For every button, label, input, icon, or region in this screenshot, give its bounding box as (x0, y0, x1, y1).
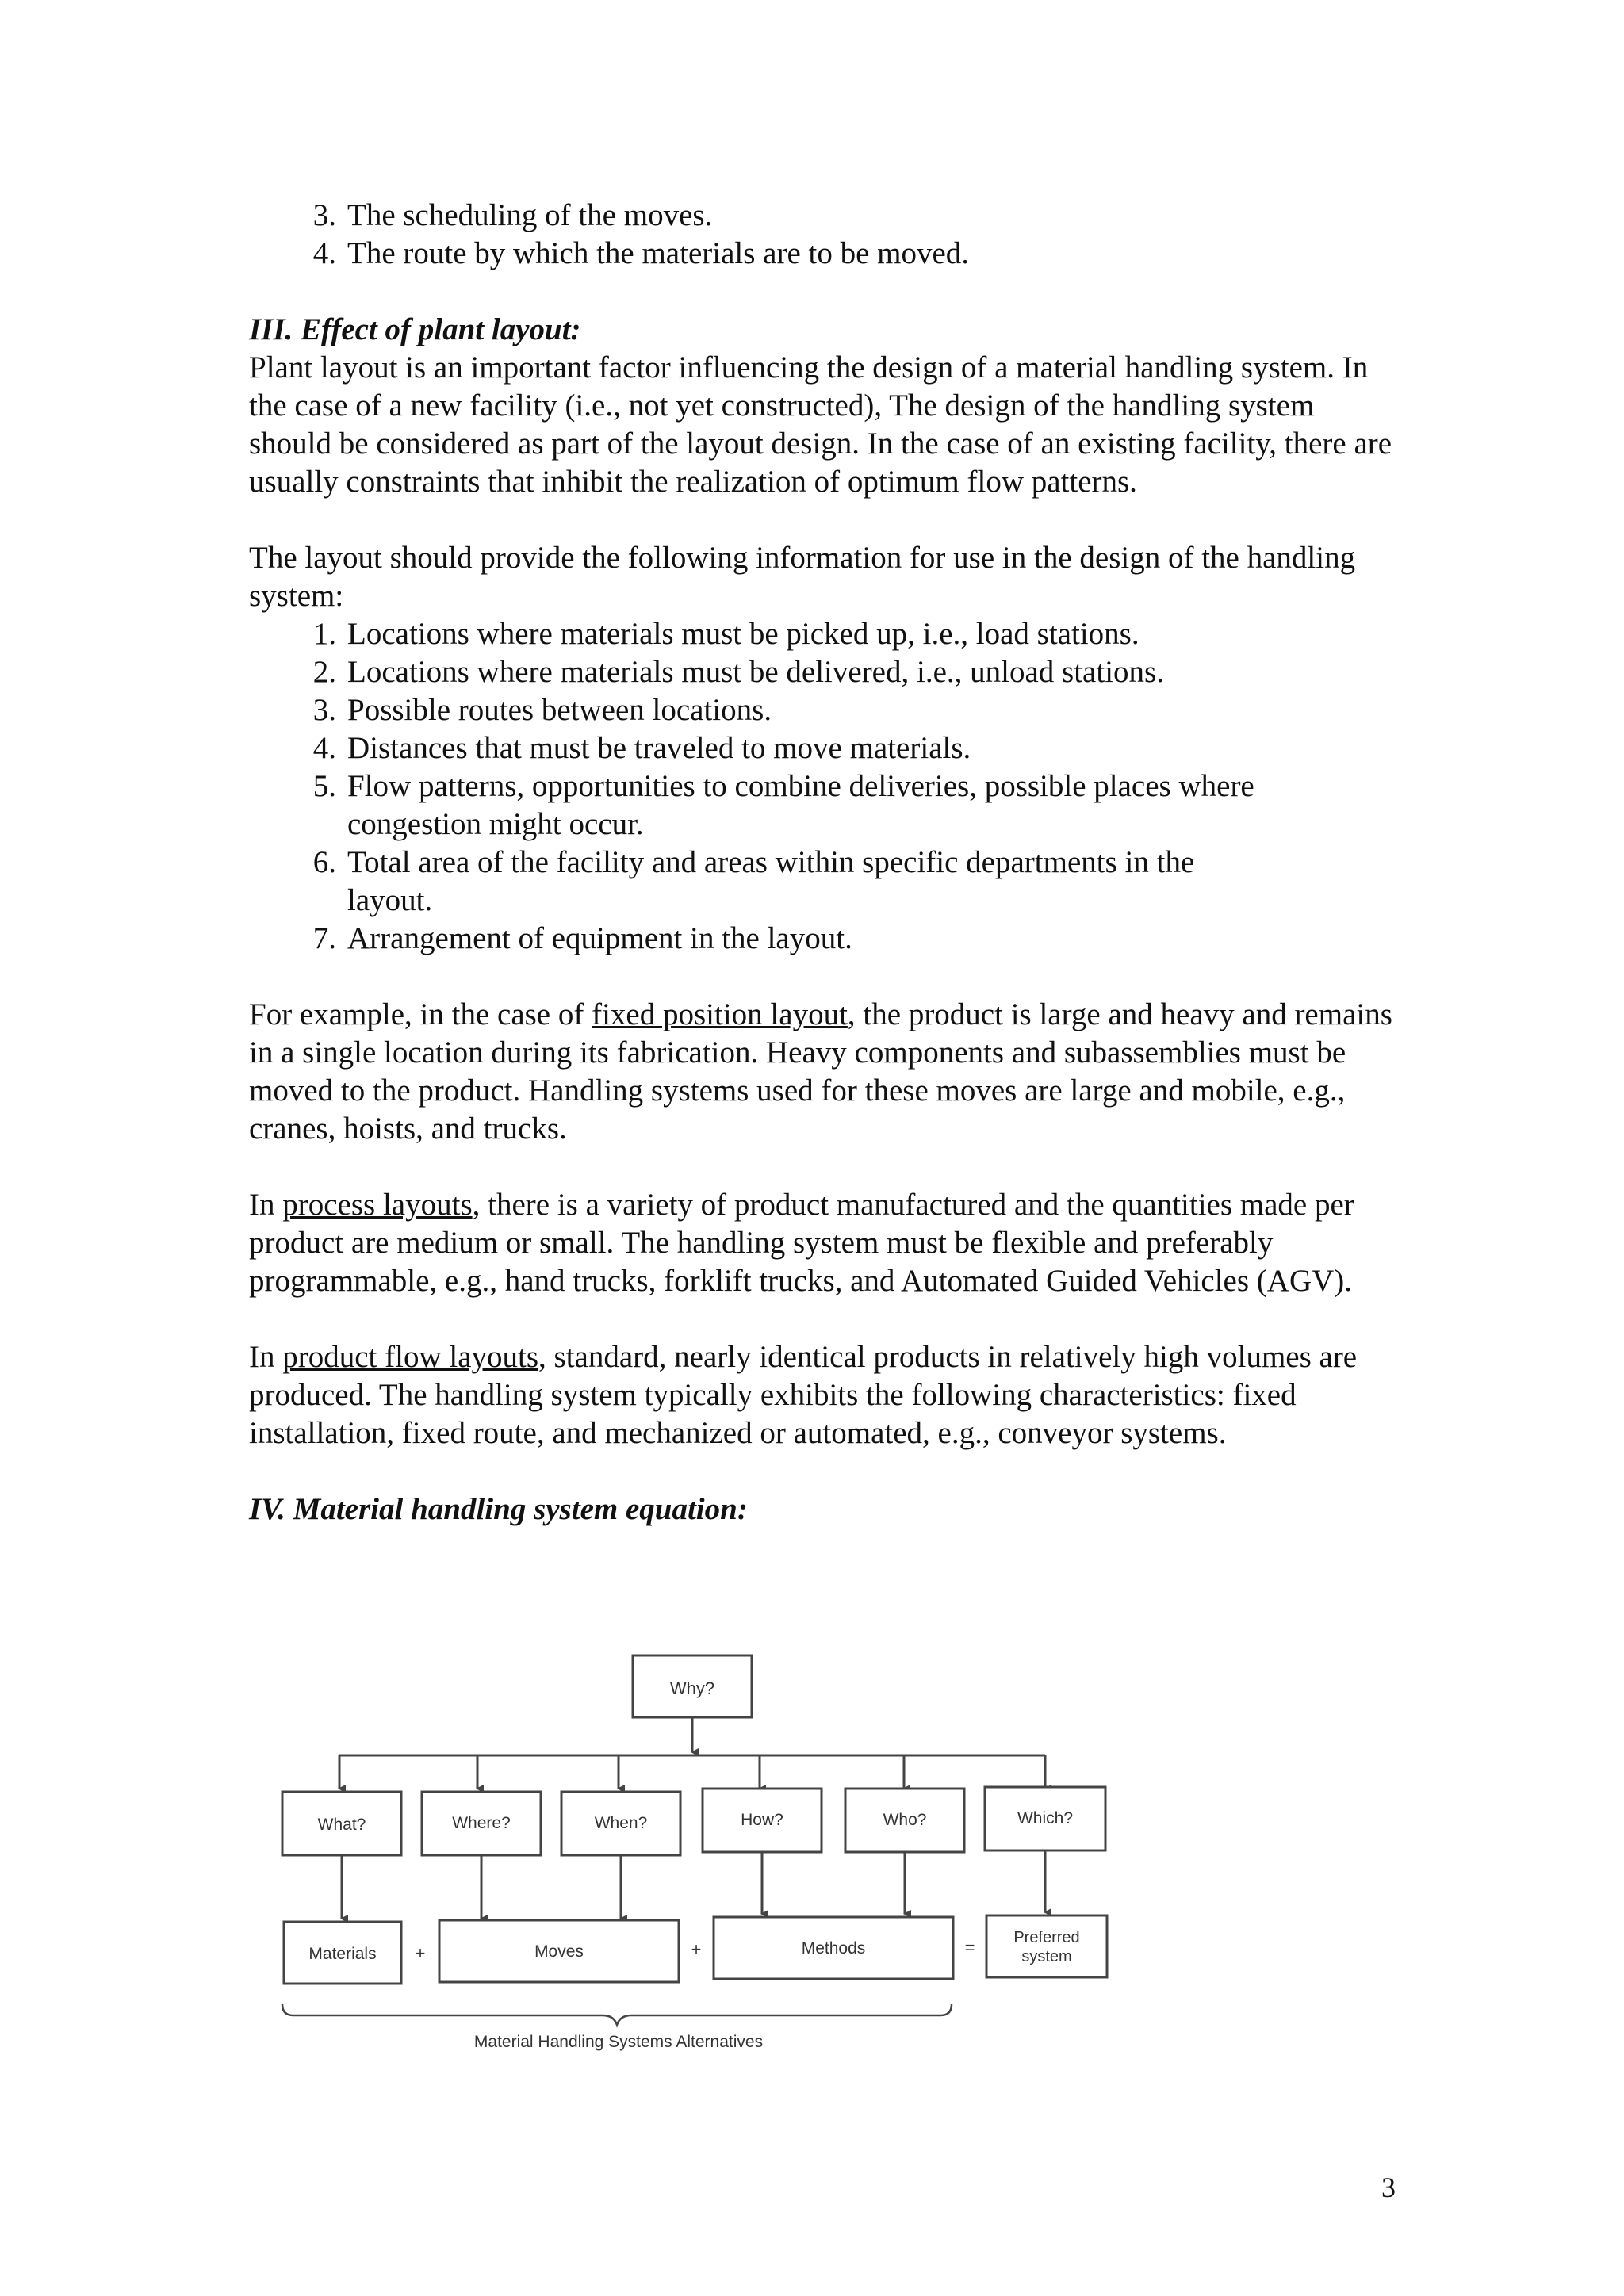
methods-label: Methods (801, 1939, 866, 1957)
page-number: 3 (1381, 2172, 1396, 2203)
what-label: What? (317, 1816, 366, 1834)
list-item: 1. Locations where materials must be picked up, i.e., load stations. (312, 617, 1139, 651)
materials-label: Materials (308, 1945, 377, 1963)
plus-sign: + (691, 1939, 702, 1959)
list-item: 4. Distances that must be traveled to move materials. (312, 731, 971, 765)
alternatives-brace (282, 2004, 952, 2025)
equals-sign: = (964, 1938, 975, 1957)
paragraph-fixed-position: For example, in the case of fixed position layout, the product is large and heavy and remains in a single location during its fabrication. Heavy components and subassemblies must be moved to the product. Handling systems used for these moves are large and mobile, e.g., cranes, hoists, and trucks. (249, 997, 1392, 1146)
moves-label: Moves (534, 1942, 584, 1961)
how-label: How? (741, 1811, 783, 1829)
handling-equation-diagram (262, 1633, 1158, 2069)
list-item: 7. Arrangement of equipment in the layout. (312, 921, 852, 955)
section-4-heading: IV. Material handling system equation: (249, 1492, 748, 1526)
paragraph: The layout should provide the following information for use in the design of the handling system: (249, 541, 1356, 613)
list-item: 4. The route by which the materials are to be moved. (312, 236, 970, 270)
list-item: 3. Possible routes between locations. (312, 693, 772, 727)
preferred-label-line1: Preferred (1013, 1929, 1080, 1946)
paragraph: Plant layout is an important factor influencing the design of a material handling system. In the case of a new facility (i.e., not yet constructed), The design of the handling system should be considered as part of the layout design. In the case of an existing facility, there are usually constraints that inhibit the realization of optimum flow patterns. (249, 350, 1392, 499)
diagram-caption: Material Handling Systems Alternatives (473, 2033, 764, 2051)
section-3-heading: III. Effect of plant layout: (249, 312, 581, 346)
section-3 (249, 311, 1399, 1529)
who-label: Who? (883, 1811, 927, 1829)
paragraph-product-flow: In product flow layouts, standard, nearly identical products in relatively high volumes are produced. The handling system typically exhibits the following characteristics: fixed installation, fixed route, and mechanized or automated, e.g., conveyor systems. (249, 1340, 1358, 1450)
top-list (249, 197, 1399, 273)
list-item: 3. The scheduling of the moves. (312, 198, 713, 232)
where-label: Where? (452, 1814, 511, 1832)
which-label: Which? (1017, 1809, 1074, 1827)
plus-sign: + (415, 1943, 426, 1963)
when-label: When? (594, 1814, 648, 1832)
list-item: 6. Total area of the facility and areas within specific departments in the layout. (312, 845, 1195, 917)
preferred-label-line2: system (1021, 1948, 1072, 1965)
why-label: Why? (669, 1678, 715, 1698)
layout-info-list (249, 615, 1399, 958)
preferred-system-box (986, 1915, 1107, 1977)
list-item: 2. Locations where materials must be delivered, i.e., unload stations. (312, 655, 1164, 689)
list-item: 5. Flow patterns, opportunities to combine deliveries, possible places where congestion might occur. (312, 769, 1254, 841)
paragraph-process: In process layouts, there is a variety of product manufactured and the quantities made per product are medium or small. The handling system must be flexible and preferably programmable, e.g., hand trucks, forklift trucks, and Automated Guided Vehicles (AGV). (249, 1188, 1354, 1298)
